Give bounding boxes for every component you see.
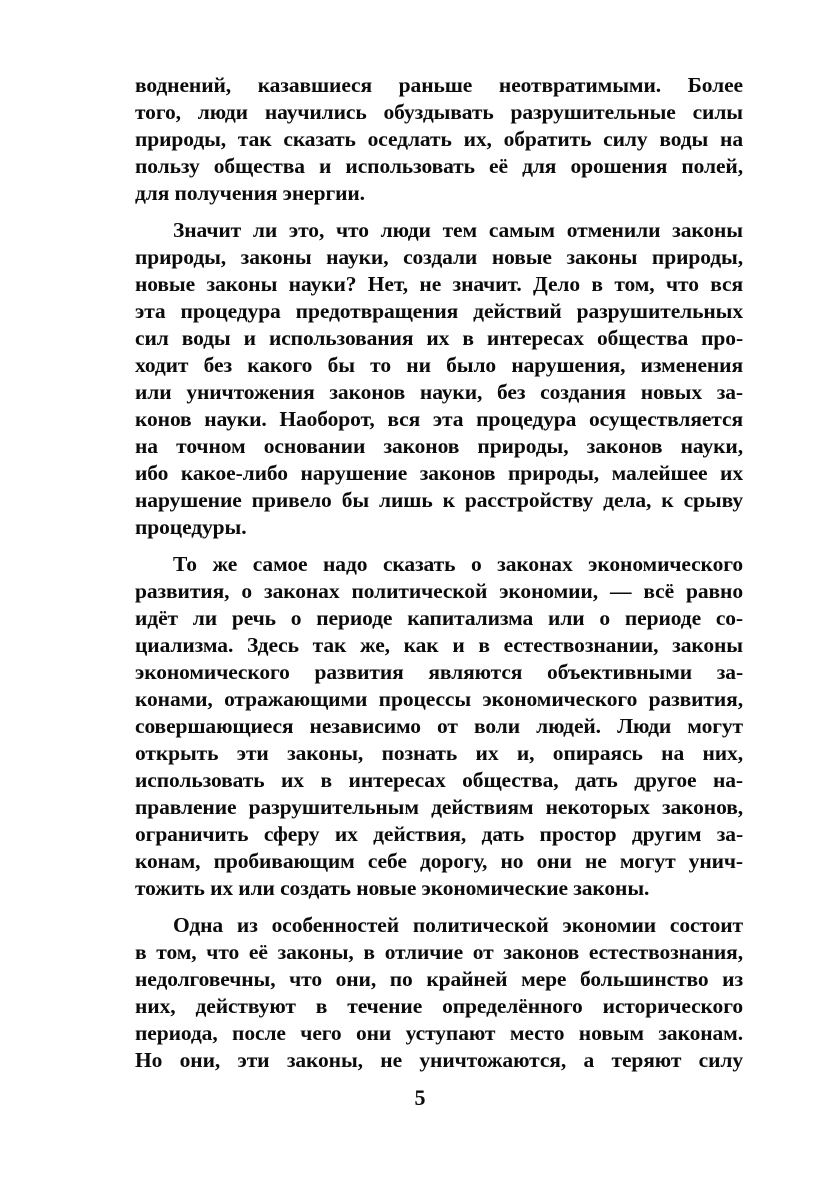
paragraph-3 (135, 551, 743, 902)
text-line: То же самое надо сказать о законах экономического (173, 552, 743, 576)
page-body (135, 72, 743, 1074)
text-line: на точном основании законов природы, законов науки, (135, 434, 743, 458)
paragraph-4 (135, 912, 743, 1074)
text-line: нарушение привело бы лишь к расстройству дела, к срыву (135, 488, 743, 512)
text-line: или уничтожения законов науки, без создания новых за- (135, 380, 743, 404)
text-line: воднений, казавшиеся раньше неотвратимыми. Более (135, 73, 743, 97)
text-line: в том, что её законы, в отличие от законов естествознания, (135, 940, 743, 964)
text-line: правление разрушительным действиям некоторых законов, (135, 795, 743, 819)
text-line: процедуры. (135, 515, 247, 539)
text-line: открыть эти законы, познать их и, опираясь на них, (135, 741, 743, 765)
text-line: Значит ли это, что люди тем самым отменили законы (173, 218, 743, 242)
text-line: недолговечны, что они, по крайней мере большинство из (135, 967, 743, 991)
text-line: ограничить сферу их действия, дать простор другим за- (135, 822, 743, 846)
text-line: периода, после чего они уступают место новым законам. (135, 1021, 743, 1045)
text-line: ходит без какого бы то ни было нарушения, изменения (135, 353, 743, 377)
text-line: циализма. Здесь так же, как и в естествознании, законы (135, 633, 743, 657)
text-line: новые законы науки? Нет, не значит. Дело в том, что вся (135, 272, 743, 296)
text-line: природы, законы науки, создали новые законы природы, (135, 245, 743, 269)
text-line: идёт ли речь о периоде капитализма или о периоде со- (135, 606, 743, 630)
text-line: природы, так сказать оседлать их, обратить силу воды на (135, 127, 743, 151)
page-number: 5 (414, 1085, 426, 1110)
text-line: пользу общества и использовать её для орошения полей, (135, 154, 743, 178)
text-line: них, действуют в течение определённого исторического (135, 994, 743, 1018)
text-line: эта процедура предотвращения действий разрушительных (135, 299, 743, 323)
text-line: того, люди научились обуздывать разрушительные силы (135, 100, 743, 124)
text-line: экономического развития являются объективными за- (135, 660, 743, 684)
text-line: совершающиеся независимо от воли людей. Люди могут (135, 714, 743, 738)
text-line: для получения энергии. (135, 181, 365, 205)
text-line: тожить их или создать новые экономические законы. (135, 876, 650, 900)
text-line: ибо какое-либо нарушение законов природы, малейшее их (135, 461, 743, 485)
text-line: использовать их в интересах общества, дать другое на- (135, 768, 743, 792)
paragraph-1 (135, 72, 743, 207)
text-line: Но они, эти законы, не уничтожаются, а теряют силу (135, 1048, 743, 1072)
text-line: развития, о законах политической экономии, — всё равно (135, 579, 743, 603)
text-line: конами, отражающими процессы экономического развития, (135, 687, 743, 711)
text-line: сил воды и использования их в интересах общества про- (135, 326, 743, 350)
text-line: Одна из особенностей политической экономии состоит (173, 913, 743, 937)
paragraph-2 (135, 217, 743, 541)
text-line: конов науки. Наоборот, вся эта процедура осуществляется (135, 407, 743, 431)
text-line: конам, пробивающим себе дорогу, но они не могут унич- (135, 849, 743, 873)
